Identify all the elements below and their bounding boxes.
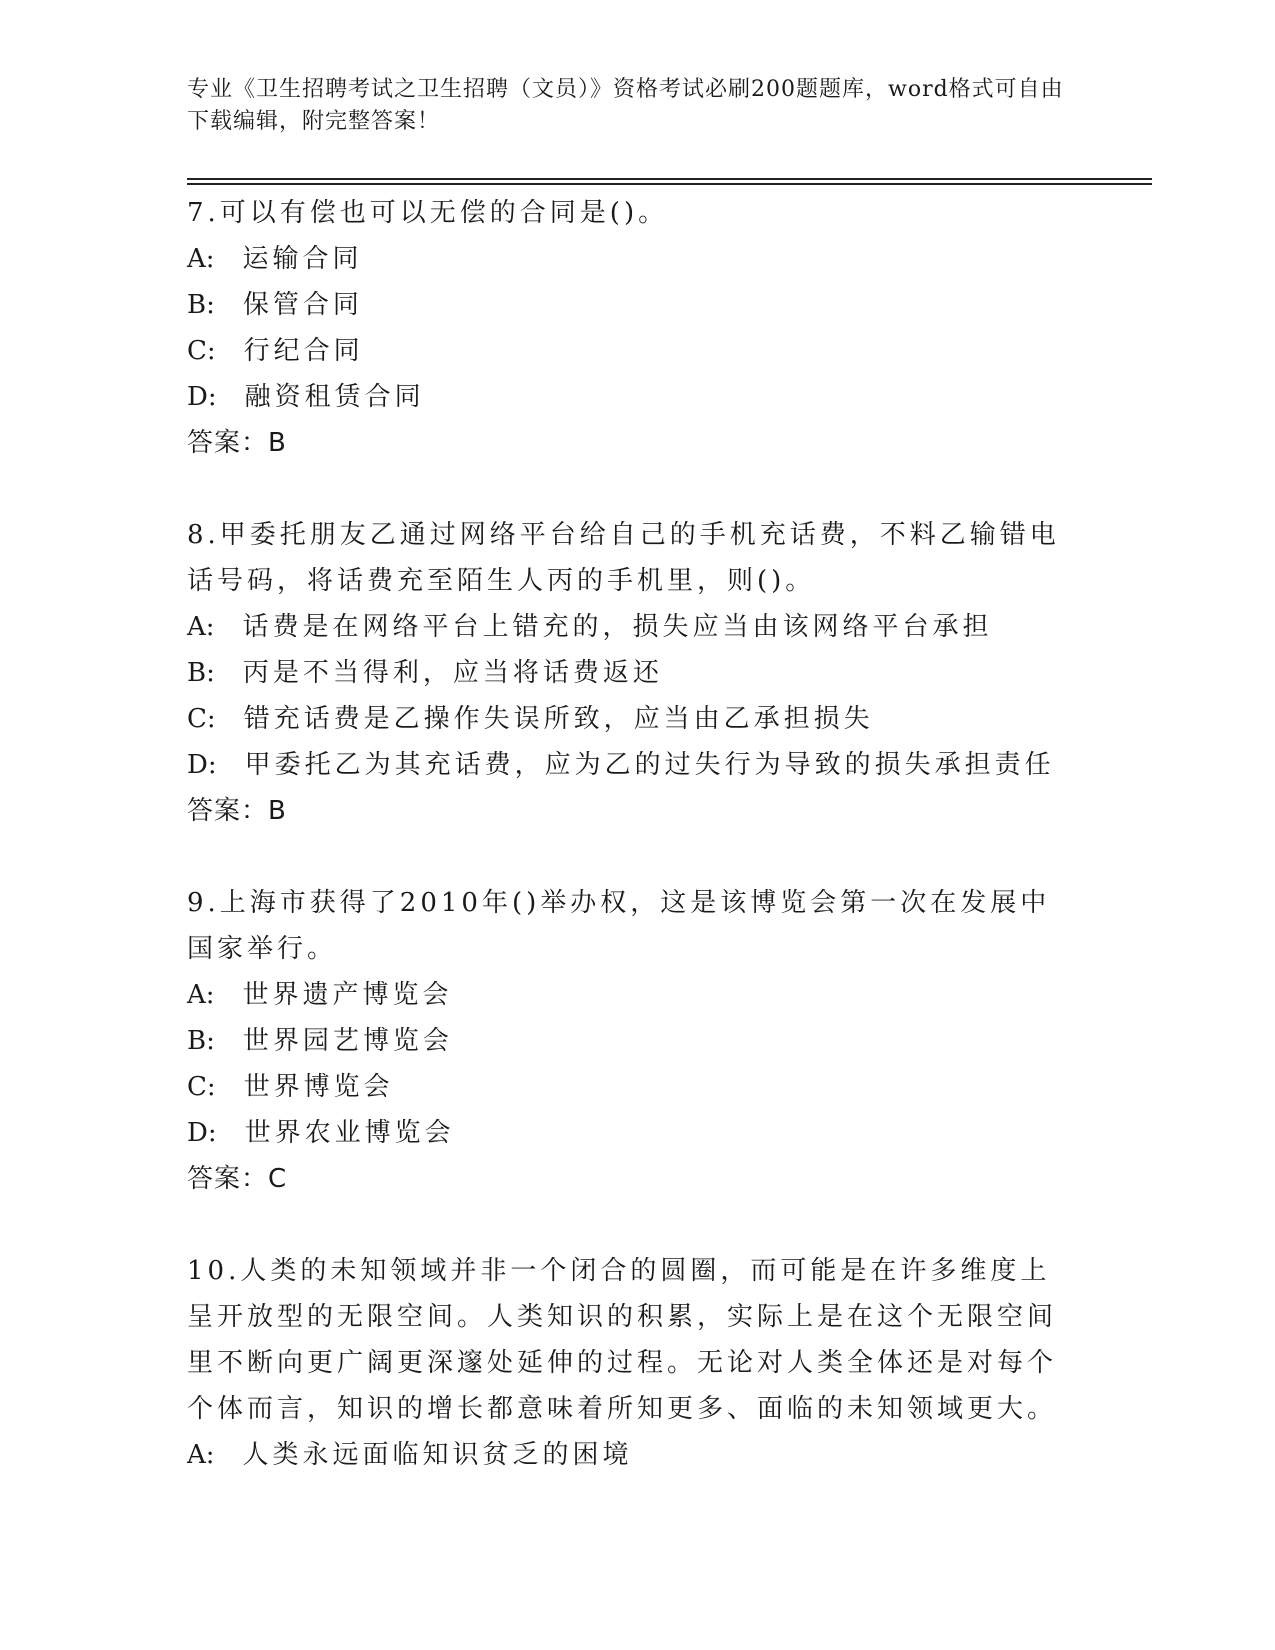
option-key: D: bbox=[187, 750, 217, 780]
option-d bbox=[187, 742, 1077, 788]
option-text: 运输合同 bbox=[242, 244, 363, 274]
option-a bbox=[187, 1432, 1077, 1478]
option-key: C: bbox=[187, 704, 216, 734]
question-list bbox=[187, 190, 1077, 1524]
option-key: B: bbox=[187, 658, 215, 688]
option-text: 话费是在网络平台上错充的，损失应当由该网络平台承担 bbox=[242, 612, 993, 642]
document-header: 专业《卫生招聘考试之卫生招聘（文员）》资格考试必刷200题题库，word格式可自由下载编辑，附完整答案！ bbox=[187, 77, 1064, 134]
option-c bbox=[187, 696, 1077, 742]
option-b bbox=[187, 650, 1077, 696]
option-text: 丙是不当得利，应当将话费返还 bbox=[242, 658, 663, 688]
question-7 bbox=[187, 190, 1077, 466]
option-c bbox=[187, 1064, 1077, 1110]
option-b bbox=[187, 282, 1077, 328]
answer-line: 答案：B bbox=[187, 428, 287, 458]
answer-line: 答案：C bbox=[187, 1164, 288, 1194]
header-rule-bottom bbox=[187, 183, 1152, 185]
option-key: C: bbox=[187, 1072, 216, 1102]
option-b bbox=[187, 1018, 1077, 1064]
option-key: D: bbox=[187, 1118, 217, 1148]
option-text: 甲委托乙为其充话费，应为乙的过失行为导致的损失承担责任 bbox=[244, 750, 1055, 780]
option-key: D: bbox=[187, 382, 217, 412]
header-rule-top bbox=[187, 178, 1152, 180]
option-key: B: bbox=[187, 1026, 215, 1056]
option-text: 行纪合同 bbox=[243, 336, 364, 366]
option-key: A: bbox=[187, 1440, 215, 1470]
option-key: B: bbox=[187, 290, 215, 320]
option-a bbox=[187, 972, 1077, 1018]
question-stem: 10.人类的未知领域并非一个闭合的圆圈，而可能是在许多维度上呈开放型的无限空间。人类知识的积累，实际上是在这个无限空间里不断向更广阔更深邃处延伸的过程。无论对人类全体还是对每个个体而言，知识的增长都意味着所知更多、面临的未知领域更大。 bbox=[187, 1256, 1058, 1424]
question-stem: 9.上海市获得了2010年()举办权，这是该博览会第一次在发展中国家举行。 bbox=[187, 888, 1051, 964]
question-stem: 7.可以有偿也可以无偿的合同是()。 bbox=[187, 198, 669, 228]
option-key: A: bbox=[187, 612, 215, 642]
question-8 bbox=[187, 512, 1077, 834]
option-a bbox=[187, 604, 1077, 650]
question-stem: 8.甲委托朋友乙通过网络平台给自己的手机充话费，不料乙输错电话号码，将话费充至陌生人丙的手机里，则()。 bbox=[187, 520, 1060, 596]
option-text: 世界园艺博览会 bbox=[242, 1026, 453, 1056]
option-a bbox=[187, 236, 1077, 282]
option-key: A: bbox=[187, 244, 215, 274]
option-d bbox=[187, 374, 1077, 420]
option-text: 世界农业博览会 bbox=[244, 1118, 455, 1148]
option-key: C: bbox=[187, 336, 216, 366]
option-text: 世界博览会 bbox=[243, 1072, 394, 1102]
option-text: 融资租赁合同 bbox=[244, 382, 425, 412]
option-text: 错充话费是乙操作失误所致，应当由乙承担损失 bbox=[243, 704, 874, 734]
answer-line: 答案：B bbox=[187, 796, 287, 826]
option-c bbox=[187, 328, 1077, 374]
option-text: 人类永远面临知识贫乏的困境 bbox=[242, 1440, 633, 1470]
question-9 bbox=[187, 880, 1077, 1202]
option-text: 保管合同 bbox=[242, 290, 363, 320]
option-key: A: bbox=[187, 980, 215, 1010]
question-10 bbox=[187, 1248, 1077, 1478]
option-text: 世界遗产博览会 bbox=[242, 980, 453, 1010]
option-d bbox=[187, 1110, 1077, 1156]
